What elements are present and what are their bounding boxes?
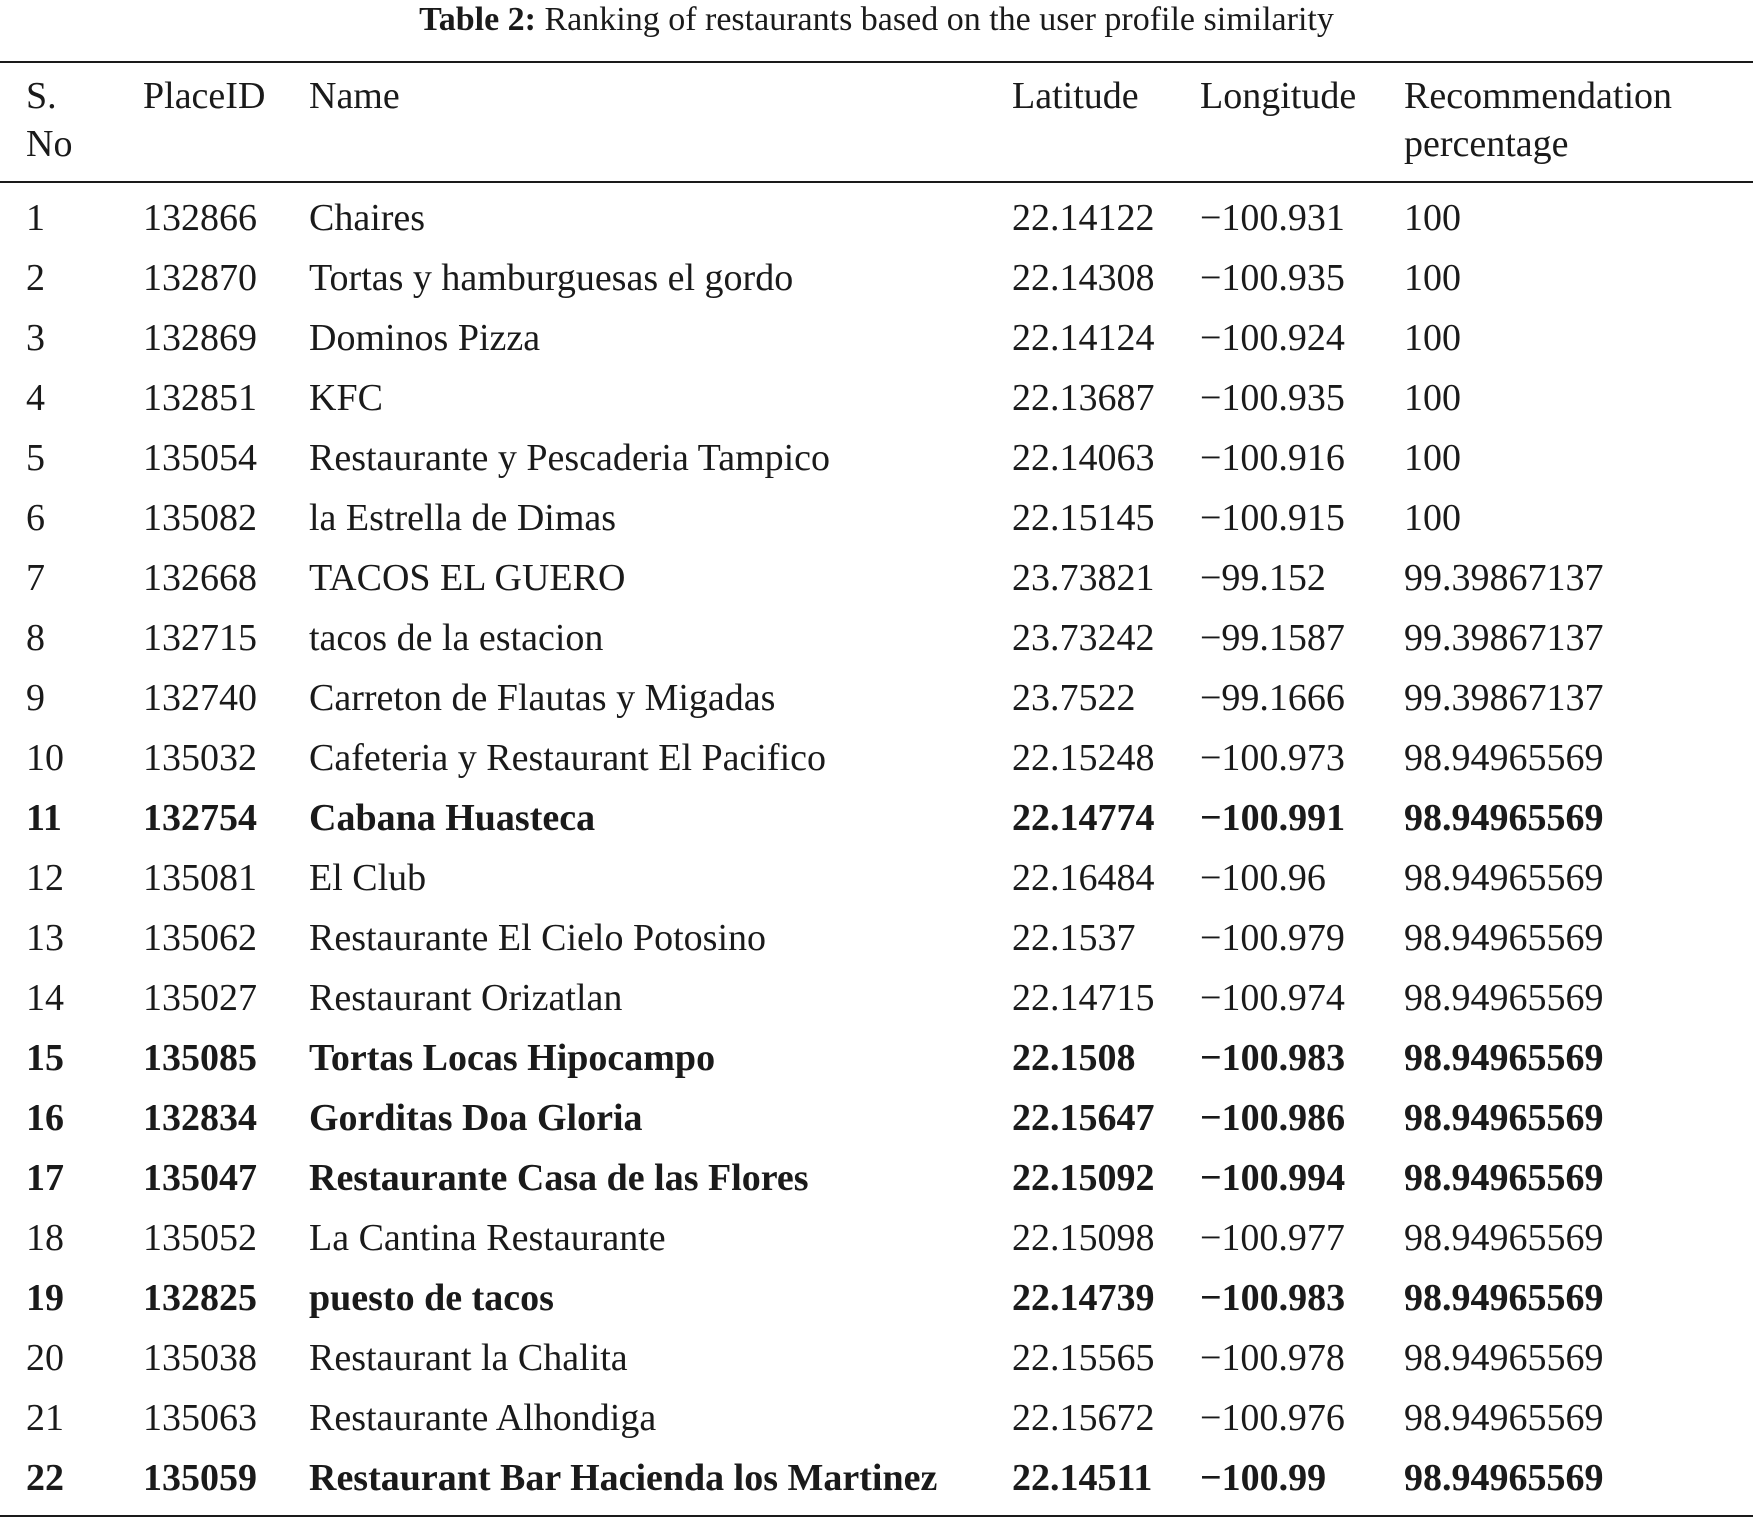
cell-sno: 5 bbox=[26, 437, 45, 479]
cell-placeid: 135059 bbox=[143, 1457, 257, 1499]
cell-recommendation: 98.94965569 bbox=[1404, 977, 1604, 1019]
cell-placeid: 132825 bbox=[143, 1277, 257, 1319]
cell-latitude: 22.14739 bbox=[1012, 1277, 1155, 1319]
cell-longitude: −100.977 bbox=[1200, 1217, 1345, 1259]
cell-latitude: 22.14308 bbox=[1012, 257, 1155, 299]
table-row bbox=[0, 608, 1753, 668]
cell-sno: 11 bbox=[26, 797, 62, 839]
cell-latitude: 22.15092 bbox=[1012, 1157, 1155, 1199]
table-header bbox=[0, 72, 1753, 172]
cell-name: Restaurante Alhondiga bbox=[309, 1397, 657, 1439]
cell-name: puesto de tacos bbox=[309, 1277, 554, 1319]
cell-name: Restaurante Casa de las Flores bbox=[309, 1157, 809, 1199]
cell-name: Restaurante y Pescaderia Tampico bbox=[309, 437, 831, 479]
cell-longitude: −99.1587 bbox=[1200, 617, 1345, 659]
table-row bbox=[0, 1208, 1753, 1268]
cell-recommendation: 100 bbox=[1404, 497, 1461, 539]
cell-placeid: 132668 bbox=[143, 557, 257, 599]
table-row bbox=[0, 848, 1753, 908]
cell-name: Cabana Huasteca bbox=[309, 797, 596, 839]
cell-placeid: 135085 bbox=[143, 1037, 257, 1079]
cell-sno: 9 bbox=[26, 677, 45, 719]
cell-latitude: 22.14122 bbox=[1012, 197, 1155, 239]
cell-latitude: 23.73821 bbox=[1012, 557, 1155, 599]
cell-recommendation: 99.39867137 bbox=[1404, 557, 1604, 599]
cell-longitude: −99.152 bbox=[1200, 557, 1326, 599]
cell-name: Cafeteria y Restaurant El Pacifico bbox=[309, 737, 827, 779]
cell-name: Restaurant la Chalita bbox=[309, 1337, 628, 1379]
table-caption bbox=[0, 0, 1753, 40]
cell-recommendation: 98.94965569 bbox=[1404, 857, 1604, 899]
cell-longitude: −100.96 bbox=[1200, 857, 1326, 899]
cell-recommendation: 100 bbox=[1404, 437, 1461, 479]
cell-name: Gorditas Doa Gloria bbox=[309, 1097, 643, 1139]
cell-recommendation: 98.94965569 bbox=[1404, 737, 1604, 779]
cell-sno: 3 bbox=[26, 317, 45, 359]
cell-placeid: 135062 bbox=[143, 917, 257, 959]
cell-longitude: −100.916 bbox=[1200, 437, 1345, 479]
caption-label: Table 2: bbox=[419, 1, 536, 38]
cell-sno: 21 bbox=[26, 1397, 64, 1439]
cell-sno: 10 bbox=[26, 737, 64, 779]
cell-placeid: 132870 bbox=[143, 257, 257, 299]
cell-name: Tortas Locas Hipocampo bbox=[309, 1037, 716, 1079]
header-name: Name bbox=[309, 75, 400, 117]
cell-latitude: 23.7522 bbox=[1012, 677, 1136, 719]
table-row bbox=[0, 1028, 1753, 1088]
cell-longitude: −100.979 bbox=[1200, 917, 1345, 959]
cell-placeid: 135038 bbox=[143, 1337, 257, 1379]
cell-longitude: −100.991 bbox=[1200, 797, 1346, 839]
cell-recommendation: 98.94965569 bbox=[1404, 1277, 1604, 1319]
table-row bbox=[0, 428, 1753, 488]
cell-placeid: 135063 bbox=[143, 1397, 257, 1439]
cell-sno: 1 bbox=[26, 197, 45, 239]
cell-placeid: 135082 bbox=[143, 497, 257, 539]
table-row bbox=[0, 368, 1753, 428]
cell-latitude: 22.13687 bbox=[1012, 377, 1155, 419]
cell-longitude: −100.976 bbox=[1200, 1397, 1345, 1439]
cell-latitude: 22.15248 bbox=[1012, 737, 1155, 779]
cell-name: Restaurant Bar Hacienda los Martinez bbox=[309, 1457, 938, 1499]
cell-placeid: 132869 bbox=[143, 317, 257, 359]
cell-name: Tortas y hamburguesas el gordo bbox=[309, 257, 794, 299]
cell-sno: 15 bbox=[26, 1037, 64, 1079]
cell-longitude: −100.974 bbox=[1200, 977, 1345, 1019]
table-row bbox=[0, 1448, 1753, 1508]
cell-longitude: −100.99 bbox=[1200, 1457, 1327, 1499]
cell-latitude: 22.15647 bbox=[1012, 1097, 1155, 1139]
cell-sno: 14 bbox=[26, 977, 64, 1019]
cell-sno: 17 bbox=[26, 1157, 64, 1199]
cell-name: El Club bbox=[309, 857, 427, 899]
cell-sno: 18 bbox=[26, 1217, 64, 1259]
cell-recommendation: 98.94965569 bbox=[1404, 1457, 1604, 1499]
cell-name: La Cantina Restaurante bbox=[309, 1217, 666, 1259]
cell-longitude: −100.915 bbox=[1200, 497, 1345, 539]
cell-name: tacos de la estacion bbox=[309, 617, 604, 659]
cell-recommendation: 98.94965569 bbox=[1404, 1337, 1604, 1379]
cell-recommendation: 98.94965569 bbox=[1404, 917, 1604, 959]
cell-longitude: −100.983 bbox=[1200, 1037, 1346, 1079]
table-row bbox=[0, 908, 1753, 968]
cell-longitude: −100.978 bbox=[1200, 1337, 1345, 1379]
cell-latitude: 22.15565 bbox=[1012, 1337, 1155, 1379]
cell-name: la Estrella de Dimas bbox=[309, 497, 617, 539]
cell-placeid: 135052 bbox=[143, 1217, 257, 1259]
cell-recommendation: 98.94965569 bbox=[1404, 1037, 1604, 1079]
header-recommendation: Recommendation percentage bbox=[1404, 75, 1673, 165]
cell-recommendation: 98.94965569 bbox=[1404, 1217, 1604, 1259]
cell-longitude: −100.973 bbox=[1200, 737, 1345, 779]
cell-placeid: 132715 bbox=[143, 617, 257, 659]
top-rule bbox=[0, 61, 1753, 63]
cell-latitude: 23.73242 bbox=[1012, 617, 1155, 659]
cell-recommendation: 100 bbox=[1404, 197, 1461, 239]
cell-name: Restaurante El Cielo Potosino bbox=[309, 917, 767, 959]
table-row bbox=[0, 668, 1753, 728]
cell-latitude: 22.14715 bbox=[1012, 977, 1155, 1019]
header-sno: S. No bbox=[26, 75, 73, 165]
cell-longitude: −99.1666 bbox=[1200, 677, 1345, 719]
cell-sno: 13 bbox=[26, 917, 64, 959]
table-row bbox=[0, 1088, 1753, 1148]
cell-sno: 22 bbox=[26, 1457, 64, 1499]
cell-recommendation: 98.94965569 bbox=[1404, 1157, 1604, 1199]
cell-latitude: 22.14124 bbox=[1012, 317, 1155, 359]
header-longitude: Longitude bbox=[1200, 75, 1357, 117]
cell-name: TACOS EL GUERO bbox=[309, 557, 626, 599]
caption-text: Ranking of restaurants based on the user profile similarity bbox=[544, 1, 1334, 38]
cell-placeid: 132851 bbox=[143, 377, 257, 419]
table-row bbox=[0, 968, 1753, 1028]
cell-placeid: 132754 bbox=[143, 797, 257, 839]
cell-latitude: 22.14063 bbox=[1012, 437, 1155, 479]
cell-recommendation: 98.94965569 bbox=[1404, 1397, 1604, 1439]
header-latitude: Latitude bbox=[1012, 75, 1139, 117]
table-row bbox=[0, 1268, 1753, 1328]
cell-latitude: 22.15098 bbox=[1012, 1217, 1155, 1259]
table-row bbox=[0, 188, 1753, 248]
header-placeid: PlaceID bbox=[143, 75, 266, 117]
table-row bbox=[0, 248, 1753, 308]
cell-placeid: 135054 bbox=[143, 437, 257, 479]
cell-placeid: 135027 bbox=[143, 977, 257, 1019]
cell-recommendation: 99.39867137 bbox=[1404, 677, 1604, 719]
cell-longitude: −100.994 bbox=[1200, 1157, 1346, 1199]
cell-latitude: 22.14511 bbox=[1012, 1457, 1153, 1499]
cell-recommendation: 98.94965569 bbox=[1404, 1097, 1604, 1139]
cell-latitude: 22.15145 bbox=[1012, 497, 1155, 539]
table-body bbox=[0, 188, 1753, 1508]
header-rule bbox=[0, 181, 1753, 183]
cell-name: Restaurant Orizatlan bbox=[309, 977, 623, 1019]
cell-sno: 16 bbox=[26, 1097, 64, 1139]
cell-recommendation: 99.39867137 bbox=[1404, 617, 1604, 659]
cell-latitude: 22.1537 bbox=[1012, 917, 1136, 959]
cell-sno: 2 bbox=[26, 257, 45, 299]
cell-latitude: 22.1508 bbox=[1012, 1037, 1136, 1079]
cell-name: KFC bbox=[309, 377, 383, 419]
cell-sno: 19 bbox=[26, 1277, 64, 1319]
cell-name: Chaires bbox=[309, 197, 426, 239]
cell-placeid: 135032 bbox=[143, 737, 257, 779]
cell-sno: 7 bbox=[26, 557, 45, 599]
cell-longitude: −100.924 bbox=[1200, 317, 1345, 359]
cell-sno: 4 bbox=[26, 377, 45, 419]
cell-recommendation: 98.94965569 bbox=[1404, 797, 1604, 839]
cell-latitude: 22.15672 bbox=[1012, 1397, 1155, 1439]
cell-placeid: 132834 bbox=[143, 1097, 257, 1139]
cell-name: Carreton de Flautas y Migadas bbox=[309, 677, 776, 719]
cell-longitude: −100.931 bbox=[1200, 197, 1345, 239]
table-row bbox=[0, 728, 1753, 788]
cell-name: Dominos Pizza bbox=[309, 317, 541, 359]
cell-sno: 6 bbox=[26, 497, 45, 539]
cell-longitude: −100.935 bbox=[1200, 257, 1345, 299]
table-row bbox=[0, 1148, 1753, 1208]
cell-recommendation: 100 bbox=[1404, 257, 1461, 299]
table-row bbox=[0, 1388, 1753, 1448]
cell-placeid: 135081 bbox=[143, 857, 257, 899]
bottom-rule bbox=[0, 1515, 1753, 1517]
table-row bbox=[0, 308, 1753, 368]
cell-longitude: −100.983 bbox=[1200, 1277, 1346, 1319]
cell-longitude: −100.986 bbox=[1200, 1097, 1346, 1139]
table-row bbox=[0, 488, 1753, 548]
table-row bbox=[0, 1328, 1753, 1388]
cell-recommendation: 100 bbox=[1404, 377, 1461, 419]
cell-longitude: −100.935 bbox=[1200, 377, 1345, 419]
cell-latitude: 22.14774 bbox=[1012, 797, 1155, 839]
cell-placeid: 132866 bbox=[143, 197, 257, 239]
table-row bbox=[0, 548, 1753, 608]
cell-placeid: 132740 bbox=[143, 677, 257, 719]
cell-recommendation: 100 bbox=[1404, 317, 1461, 359]
cell-placeid: 135047 bbox=[143, 1157, 257, 1199]
table-row bbox=[0, 788, 1753, 848]
cell-latitude: 22.16484 bbox=[1012, 857, 1155, 899]
cell-sno: 8 bbox=[26, 617, 45, 659]
cell-sno: 20 bbox=[26, 1337, 64, 1379]
cell-sno: 12 bbox=[26, 857, 64, 899]
